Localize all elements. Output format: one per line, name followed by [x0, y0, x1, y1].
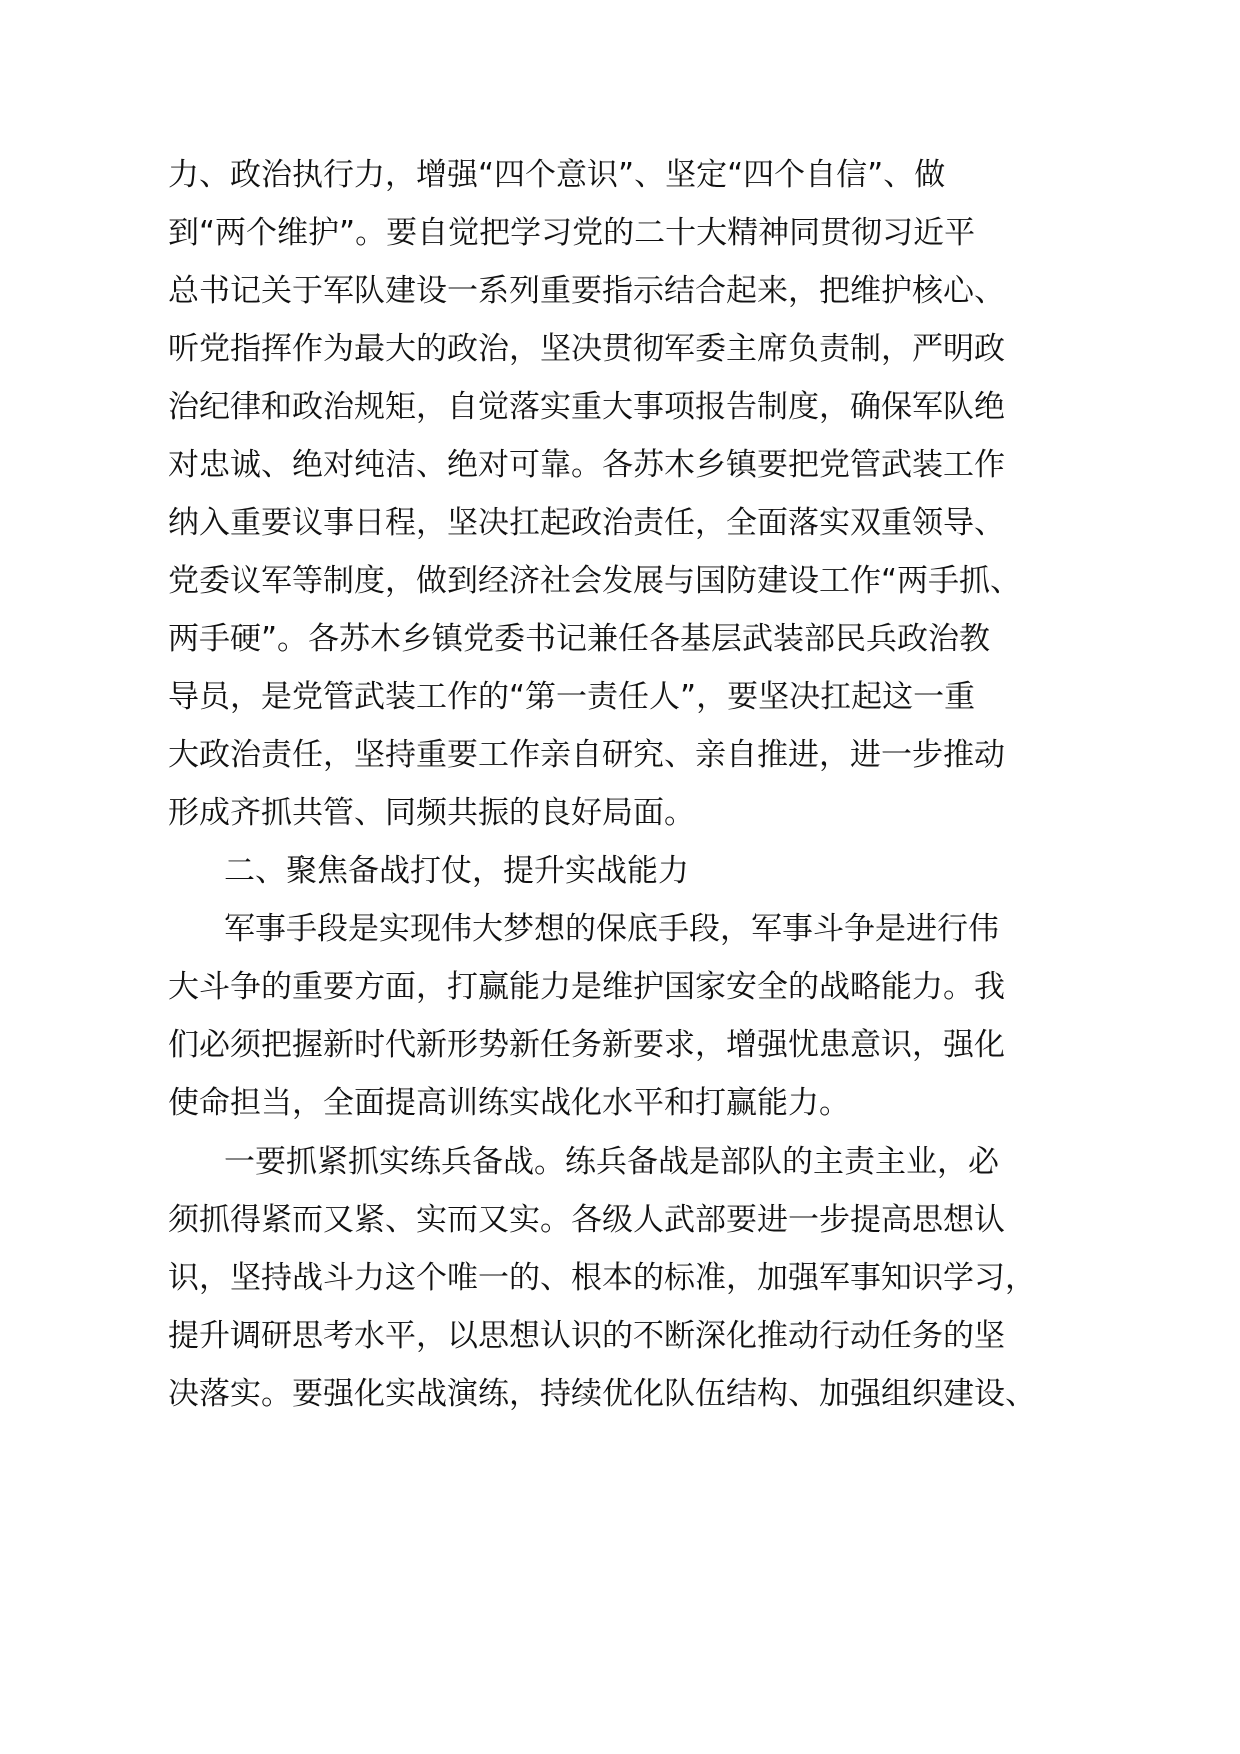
text-line: 纳入重要议事日程，坚决扛起政治责任，全面落实双重领导、	[168, 505, 1005, 541]
text-line: 大斗争的重要方面，打赢能力是维护国家安全的战略能力。我	[168, 969, 1005, 1005]
text-line: 识，坚持战斗力这个唯一的、根本的标准，加强军事知识学习，	[168, 1260, 1036, 1296]
text-line: 使命担当，全面提高训练实战化水平和打赢能力。	[168, 1085, 850, 1121]
text-line: 决落实。要强化实战演练，持续优化队伍结构、加强组织建设、	[168, 1376, 1036, 1412]
section-heading: 二、聚焦备战打仗，提升实战能力	[224, 853, 689, 889]
text-line: 党委议军等制度，做到经济社会发展与国防建设工作“两手抓、	[168, 563, 1022, 599]
text-line: 军事手段是实现伟大梦想的保底手段，军事斗争是进行伟	[224, 911, 999, 947]
text-line: 听党指挥作为最大的政治，坚决贯彻军委主席负责制，严明政	[168, 331, 1005, 367]
text-line: 总书记关于军队建设一系列重要指示结合起来，把维护核心、	[168, 273, 1005, 309]
text-line: 导员，是党管武装工作的“第一责任人”，要坚决扛起这一重	[168, 679, 976, 715]
text-line: 一要抓紧抓实练兵备战。练兵备战是部队的主责主业，必	[224, 1144, 999, 1180]
text-line: 力、政治执行力，增强“四个意识”、坚定“四个自信”、做	[168, 157, 946, 193]
text-line: 治纪律和政治规矩，自觉落实重大事项报告制度，确保军队绝	[168, 389, 1005, 425]
text-line: 形成齐抓共管、同频共振的良好局面。	[168, 795, 695, 831]
text-line: 大政治责任，坚持重要工作亲自研究、亲自推进，进一步推动	[168, 737, 1005, 773]
text-line: 对忠诚、绝对纯洁、绝对可靠。各苏木乡镇要把党管武装工作	[168, 447, 1005, 483]
text-line: 两手硬”。各苏木乡镇党委书记兼任各基层武装部民兵政治教	[168, 621, 991, 657]
text-line: 须抓得紧而又紧、实而又实。各级人武部要进一步提高思想认	[168, 1202, 1005, 1238]
text-line: 到“两个维护”。要自觉把学习党的二十大精神同贯彻习近平	[168, 215, 976, 251]
text-line: 们必须把握新时代新形势新任务新要求，增强忧患意识，强化	[168, 1027, 1005, 1063]
text-line: 提升调研思考水平，以思想认识的不断深化推动行动任务的坚	[168, 1318, 1005, 1354]
